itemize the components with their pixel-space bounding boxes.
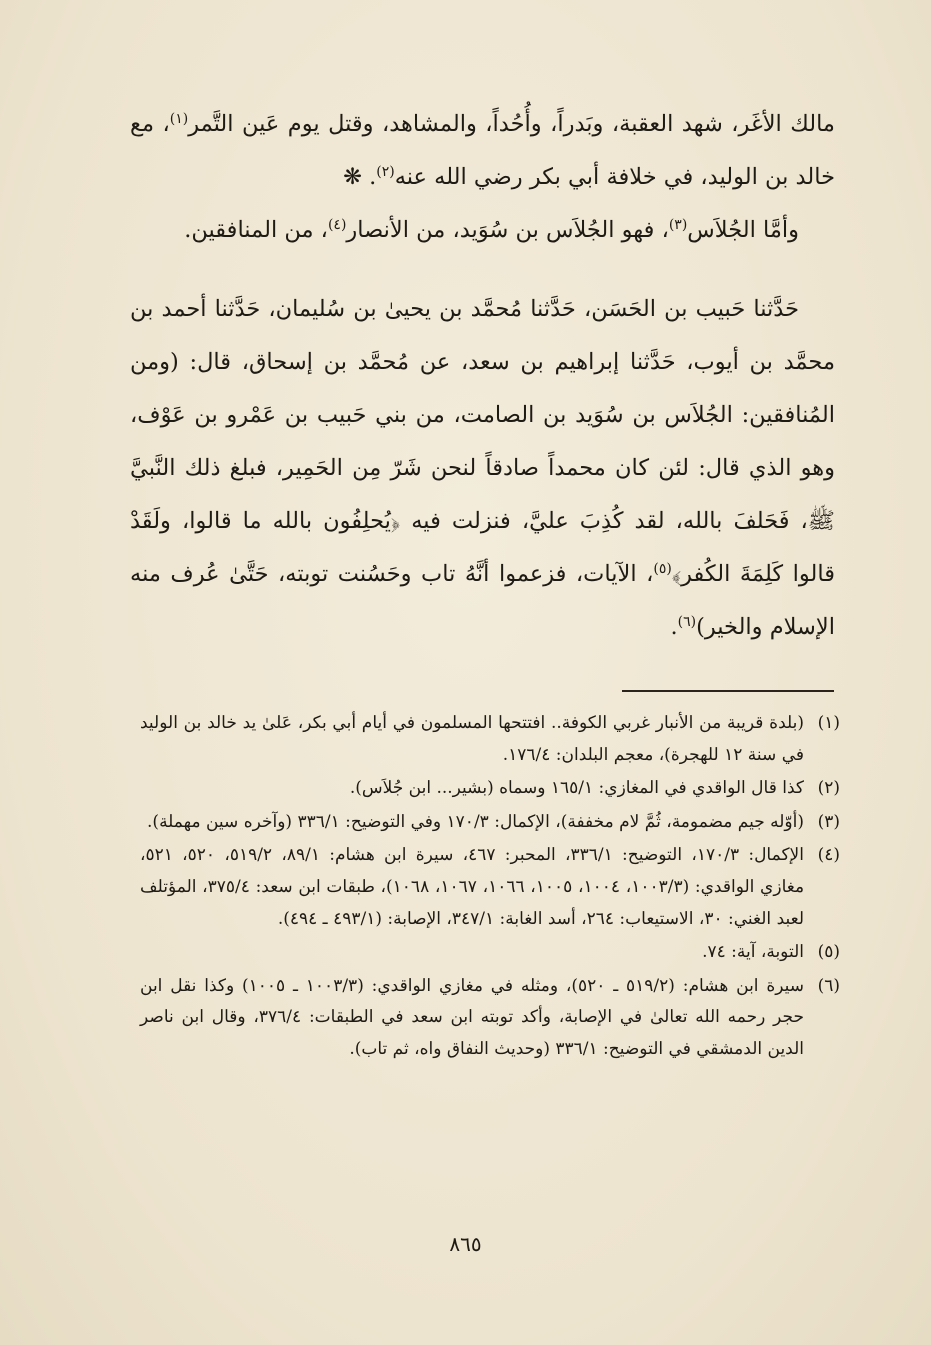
footnote-6	[140, 971, 840, 1066]
footnote-number: (٣)	[817, 811, 840, 832]
footnote-number: (١)	[817, 713, 840, 733]
footnote-text: كذا قال الواقدي في المغازي: ١٦٥/١ وسماه (بشير... ابن جُلاَس).	[349, 778, 804, 799]
paragraph-1	[130, 98, 835, 204]
footnote-text: التوبة، آية: ٧٤.	[702, 942, 804, 963]
footnote-text: سيرة ابن هشام: (٥١٩/٢ ـ ٥٢٠)، ومثله في مغازي الواقدي: (١٠٠٣/٣ ـ ١٠٠٥) وكذا نقل ابن حجر رحمه الله تعالىٰ في الإصابة، وأكد توبته ابن سعد في الطبقات: ٣٧٦/٤، وقال ابن ناصر الدين الدمشقي في التوضيح: ٣٣٦/١ (وحديث النفاق واه، ثم تاب).	[140, 975, 805, 1059]
footnote-text: (أوّله جيم مضمومة، ثُمَّ لام مخففة)، الإكمال: ١٧٠/٣ وفي التوضيح: ٣٣٦/١ (وآخره سين مهملة).	[147, 811, 804, 832]
para2-text: وأمَّا الجُلاَس	[687, 217, 799, 243]
footnote-1	[140, 708, 840, 771]
footnote-ref-3[interactable]: (٣)	[668, 217, 688, 233]
footnotes	[140, 708, 840, 1068]
footnote-text: (بلدة قريبة من الأنبار غربي الكوفة.. افتتحها المسلمون في أيام أبي بكر، عَلىٰ يد خالد بن الوليد في سنة ١٢ للهجرة)، معجم البلدان: ١٧٦/٤.	[140, 713, 804, 765]
page-number: ٨٦٥	[449, 1232, 482, 1256]
footnote-number: (٦)	[817, 975, 840, 996]
footnote-ref-4[interactable]: (٤)	[327, 217, 347, 233]
footnote-5	[140, 937, 840, 969]
footnote-4	[140, 840, 840, 935]
footnote-number: (٢)	[817, 778, 840, 799]
para1-end: . ❋	[343, 164, 377, 190]
para2-text-b: ، فهو الجُلاَس بن سُوَيد، من الأنصار	[346, 217, 669, 243]
para1-text: مالك الأغَر، شهد العقبة، وبَدراً، وأُحُداً، والمشاهد، وقتل يوم عَين التَّمر	[188, 111, 835, 137]
para3-end: .	[670, 614, 678, 640]
footnote-2	[140, 773, 840, 805]
footnote-number: (٤)	[817, 845, 840, 866]
para3-text: حَدَّثنا حَبيب بن الحَسَن، حَدَّثنا مُحمَّد بن يحيىٰ بن سُليمان، حَدَّثنا أحمد بن محمَّد بن أيوب، حَدَّثنا إبراهيم بن سعد، عن مُحمَّد بن إسحاق، قال: (ومن المُنافقين: الجُلاَس بن سُوَيد بن الصامت، من بني حَبيب بن عَمْرو بن عَوْف، وهو الذي قال: لئن كان محمداً صادقاً لنحن شَرّ مِن الحَمِير، فبلغ ذلك النَّبيَّ ﷺ، فَحَلفَ بالله، لقد كُذِبَ عليَّ، فنزلت فيه ﴿يُحلِفُون بالله ما قالوا، ولَقَدْ قالوا كَلِمَةَ الكُفر﴾	[130, 296, 835, 587]
para1-text-b: ، مع خالد بن الوليد، في خلافة أبي بكر رضي الله عنه	[130, 111, 835, 190]
paragraph-2	[130, 204, 835, 257]
footnote-ref-5[interactable]: (٥)	[653, 561, 672, 577]
main-text	[130, 98, 835, 654]
footnote-number: (٥)	[817, 942, 840, 963]
paragraph-3	[130, 283, 835, 654]
footnote-ref-6[interactable]: (٦)	[677, 614, 697, 630]
footnote-ref-1[interactable]: (١)	[169, 111, 189, 127]
para2-text-c: ، من المنافقين.	[184, 217, 328, 243]
footnote-text: الإكمال: ١٧٠/٣، التوضيح: ٣٣٦/١، المحبر: ٤٦٧، سيرة ابن هشام: ٨٩/١، ٥١٩/٢، ٥٢٠، ٥٢١، مغازي الواقدي: (١٠٠٣/٣، ١٠٠٤، ١٠٠٥، ١٠٦٦، ١٠٦٧، ١٠٦٨)، طبقات ابن سعد: ٣٧٥/٤، المؤتلف لعبد الغني: ٣٠، الاستيعاب: ٢٦٤، أسد الغابة: ٣٤٧/١، الإصابة: (٤٩٣/١ ـ ٤٩٤).	[140, 845, 805, 929]
para3-text-b: ، الآيات، فزعموا أنَّهُ تاب وحَسُنت توبته، حَتَّىٰ عُرف منه الإسلام والخير)	[130, 561, 835, 640]
footnote-ref-2[interactable]: (٢)	[376, 164, 395, 180]
footnote-3	[140, 807, 840, 839]
footnote-separator	[622, 690, 834, 692]
